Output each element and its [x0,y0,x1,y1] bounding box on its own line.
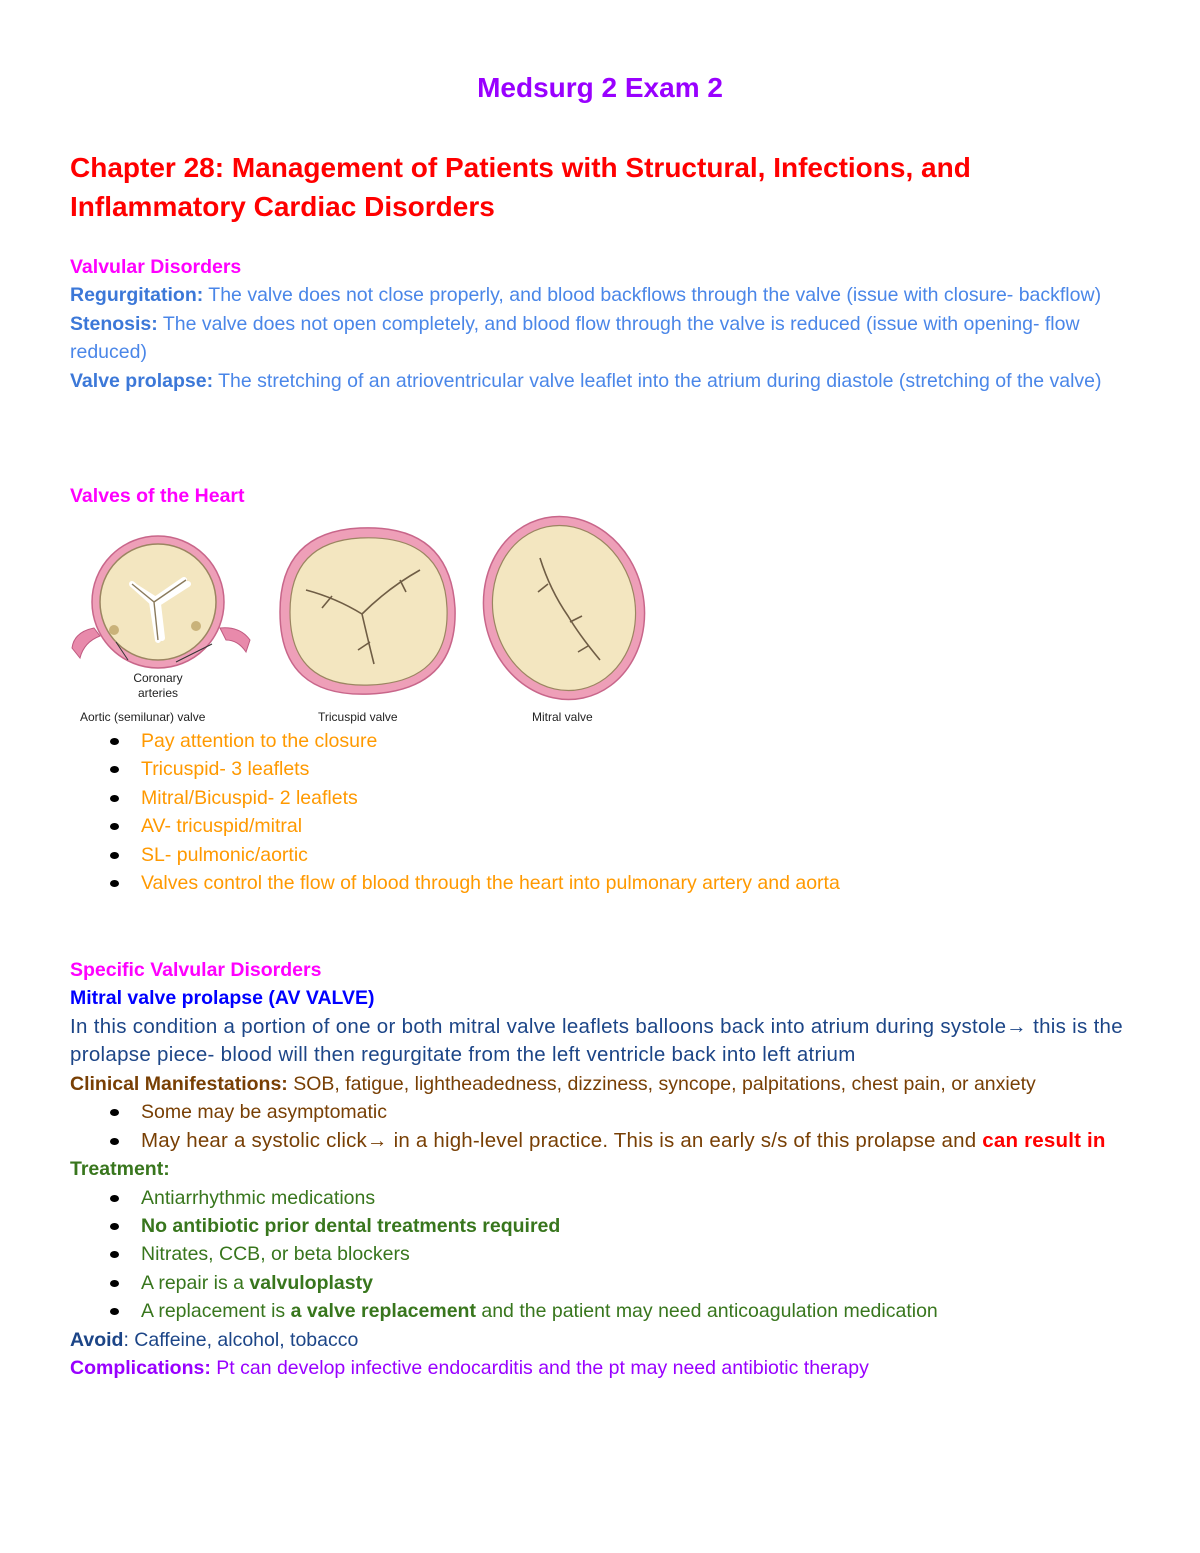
systolic-click-text: May hear a systolic click→ in a high-level practice. This is an early s/s of this prolapse and [141,1128,983,1152]
avoid-line [70,1326,1140,1354]
mitral-valve-caption: Mitral valve [532,710,593,724]
clinical-manifestations-term: Clinical Manifestations: [70,1073,288,1095]
list-item: Pay attention to the closure [70,727,1140,755]
clinical-manifestations-text: SOB, fatigue, lightheadedness, dizziness, syncope, palpitations, chest pain, or anxiety [287,1073,1036,1095]
clinical-manifestations [70,1070,1140,1098]
coronary-label-line1: Coronary [133,671,183,685]
valve-prolapse-definition [70,367,1140,395]
chapter-heading: Chapter 28: Management of Patients with Structural, Infections, and Inflammatory Cardiac Disorders [70,152,971,222]
can-result-in-text: can result in [982,1128,1106,1152]
list-item: Mitral/Bicuspid- 2 leaflets [70,784,1140,812]
complications-line [70,1354,1140,1382]
specific-valvular-heading: Specific Valvular Disorders [70,959,322,981]
valvuloplasty-text: valvuloplasty [249,1271,373,1294]
coronary-label-line2: arteries [137,686,179,700]
list-item: Valves control the flow of blood through the heart into pulmonary artery and aorta [70,869,1140,897]
list-item [70,1269,1140,1297]
complications-term: Complications: [70,1357,211,1380]
list-item [70,1297,1140,1325]
heart-valves-illustration [70,512,660,730]
stenosis-text: The valve does not open completely, and blood flow through the valve is reduced (issue with opening- flow reduced) [70,312,1080,364]
stenosis-term: Stenosis: [70,312,158,335]
aortic-valve-caption: Aortic (semilunar) valve [80,710,206,724]
list-item [70,1127,1140,1155]
mitral-prolapse-subheading: Mitral valve prolapse (AV VALVE) [70,987,375,1010]
valves-of-heart-heading: Valves of the Heart [70,485,245,507]
avoid-text: : Caffeine, alcohol, tobacco [123,1328,359,1351]
list-item: Tricuspid- 3 leaflets [70,755,1140,783]
list-item: AV- tricuspid/mitral [70,812,1140,840]
valvular-disorders-section [70,253,1140,395]
regurgitation-definition [70,281,1140,309]
specific-valvular-section [70,956,1140,1382]
list-item: Antiarrhythmic medications [70,1184,1140,1212]
valve-prolapse-text: The stretching of an atrioventricular valve leaflet into the atrium during diastole (stretching of the valve) [213,369,1102,392]
valvular-disorders-heading: Valvular Disorders [70,256,242,278]
valve-prolapse-term: Valve prolapse: [70,369,214,392]
list-item: No antibiotic prior dental treatments required [70,1212,1140,1240]
replacement-text: A replacement is [141,1300,291,1323]
mitral-prolapse-description: In this condition a portion of one or both mitral valve leaflets balloons back into atrium during systole→ this is the prolapse piece- blood will then regurgitate from the left ventricle back into left atrium [70,1014,1123,1067]
stenosis-definition [70,310,1140,367]
regurgitation-term: Regurgitation: [70,284,204,307]
tricuspid-valve-caption: Tricuspid valve [318,710,398,724]
complications-text: Pt can develop infective endocarditis and the pt may need antibiotic therapy [210,1357,869,1380]
tricuspid-valve-drawing [280,528,455,694]
mitral-valve-drawing [467,512,660,715]
document-title: Medsurg 2 Exam 2 [477,72,723,103]
treatment-heading: Treatment: [70,1158,170,1181]
repair-text: A repair is a [141,1271,250,1294]
regurgitation-text: The valve does not close properly, and blood backflows through the valve (issue with closure- backflow) [203,284,1102,307]
anticoagulation-text: and the patient may need anticoagulation medication [475,1300,938,1323]
list-item: SL- pulmonic/aortic [70,841,1140,869]
list-item: Some may be asymptomatic [70,1098,1140,1126]
avoid-term: Avoid [70,1328,124,1351]
aortic-valve-drawing [72,536,250,668]
list-item: Nitrates, CCB, or beta blockers [70,1240,1140,1268]
valve-replacement-text: a valve replacement [290,1300,476,1323]
valves-bullet-list [70,727,1140,897]
